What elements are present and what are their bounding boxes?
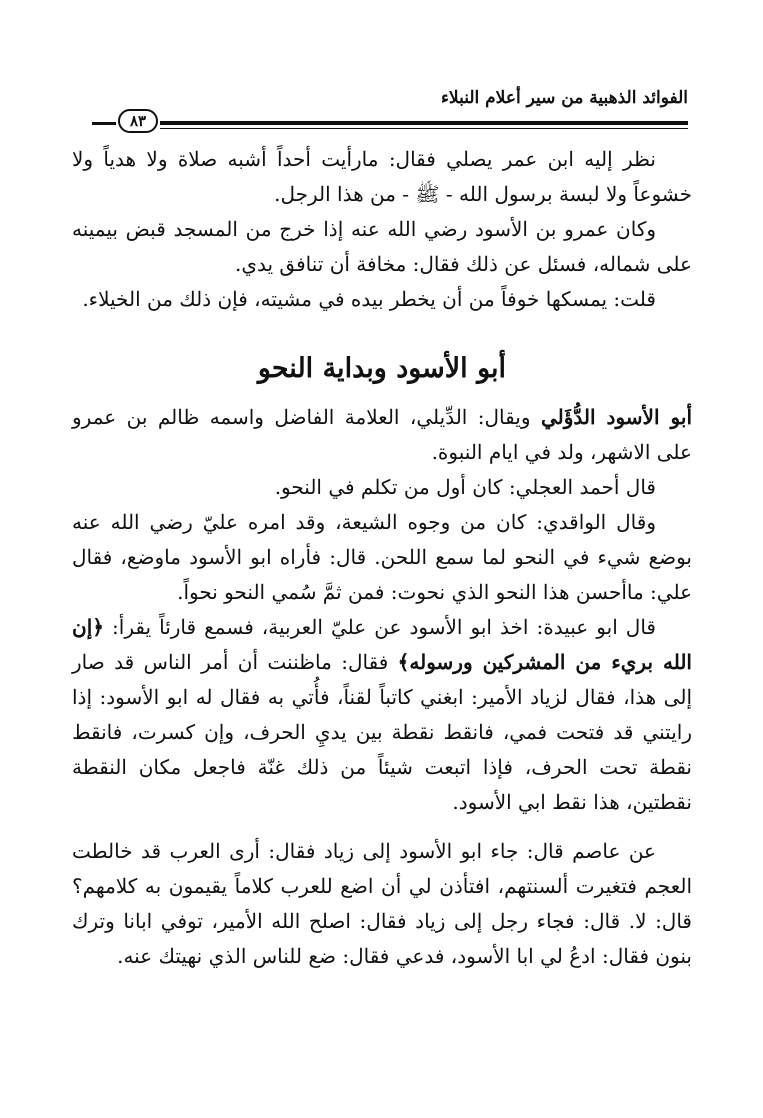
header-rule-thin [160, 128, 688, 129]
paragraph-1: نظر إليه ابن عمر يصلي فقال: مارأيت أحداً أشبه صلاة ولا هدياً ولا خشوعاً ولا لبسة برسول الله - ﷺ - من هذا الرجل. [72, 147, 692, 206]
paragraph-5: قال أحمد العجلي: كان أول من تكلم في النحو. [274, 475, 656, 499]
quran-quote: ﴿إن الله بريء من المشركين ورسوله﴾ [72, 615, 692, 674]
paragraph-4 [72, 400, 692, 470]
page-number: ٨٣ [118, 109, 158, 133]
running-title: الفوائد الذهبية من سير أعلام النبلاء [440, 88, 688, 108]
page-body [72, 142, 692, 974]
paragraph-4-text: ويقال: الدِّيلي، العلامة الفاضل واسمه ظالم بن عمرو على الاشهر، ولد في ايام النبوة. [72, 405, 692, 464]
section-heading: أبو الأسود وبداية النحو [257, 353, 507, 384]
paragraph-8: عن عاصم قال: جاء ابو الأسود إلى زياد فقال: أرى العرب قد خالطت العجم فتغيرت ألسنتهم، افتأذن لي أن اضع للعرب كلاماً يقيمون به كلامهم؟ قال: لا. قال: فجاء رجل إلى زياد فقال: اصلح الله الأمير، توفي ابانا وترك بنون فقال: ادعُ لي ابا الأسود، فدعي فقال: ضع للناس الذي نهيتك عنه. [72, 839, 692, 968]
paragraph-3: قلت: يمسكها خوفاً من أن يخطر بيده في مشيته، فإن ذلك من الخيلاء. [82, 287, 656, 311]
paragraph-7-text-a: قال ابو عبيدة: اخذ ابو الأسود عن عليّ العربية، فسمع قارئاً يقرأ: [103, 615, 656, 639]
header-rule-left [92, 122, 116, 125]
paragraph-6: وقال الواقدي: كان من وجوه الشيعة، وقد امره عليّ رضي الله عنه بوضع شيء في النحو لما سمع اللحن. قال: فأراه ابو الأسود ماوضع، فقال علي: ماأحسن هذا النحو الذي نحوت: فمن ثمَّ سُمي النحو نحواً. [72, 510, 692, 604]
header-rule-thick [160, 121, 688, 125]
paragraph-7-text-b: فقال: ماظننت أن أمر الناس قد صار إلى هذا، فقال لزياد الأمير: ابغني كاتباً لقناً، فأُتي به فقال له ابو الأسود: إذا رايتني قد فتحت فمي، فانقط نقطة بين يديِ الحرف، وإن كسرت، فانقط نقطة تحت الحرف، فإذا اتبعت شيئاً من ذلك غنّة فاجعل مكان النقطة نقطتين، هذا نقط ابي الأسود. [72, 650, 692, 814]
subject-name: أبو الأسود الدُّؤَلي [540, 405, 692, 429]
page-header [88, 84, 688, 144]
paragraph-7 [72, 610, 692, 820]
paragraph-2: وكان عمرو بن الأسود رضي الله عنه إذا خرج من المسجد قبض بيمينه على شماله، فسئل عن ذلك فقال: مخافة أن تنافق يدي. [72, 217, 692, 276]
